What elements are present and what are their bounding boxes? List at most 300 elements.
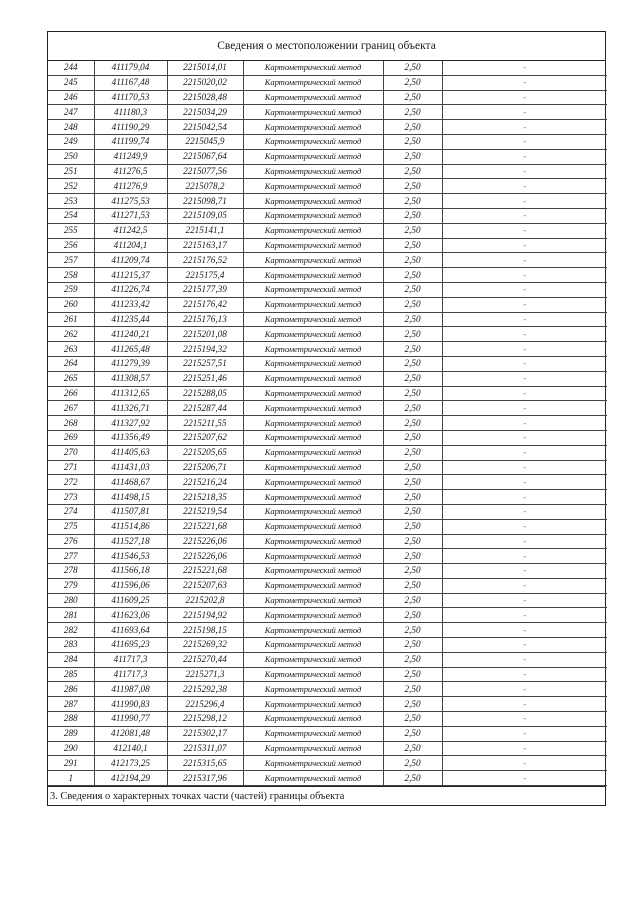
coordinate-y-cell: 2215296,4 — [167, 697, 243, 712]
method-cell: Картометрический метод — [243, 608, 383, 623]
note-cell: - — [442, 578, 607, 593]
point-number-cell: 281 — [48, 608, 94, 623]
note-cell: - — [442, 238, 607, 253]
point-number-cell: 246 — [48, 90, 94, 105]
accuracy-cell: 2,50 — [383, 741, 442, 756]
point-number-cell: 254 — [48, 208, 94, 223]
coordinate-x-cell: 411275,53 — [94, 194, 167, 209]
accuracy-cell: 2,50 — [383, 519, 442, 534]
note-cell: - — [442, 268, 607, 283]
point-number-cell: 283 — [48, 638, 94, 653]
method-cell: Картометрический метод — [243, 208, 383, 223]
method-cell: Картометрический метод — [243, 164, 383, 179]
coordinate-y-cell: 2215175,4 — [167, 268, 243, 283]
coordinate-y-cell: 2215292,38 — [167, 682, 243, 697]
accuracy-cell: 2,50 — [383, 134, 442, 149]
method-cell: Картометрический метод — [243, 771, 383, 786]
coordinate-y-cell: 2215219,54 — [167, 504, 243, 519]
point-number-cell: 244 — [48, 61, 94, 75]
method-cell: Картометрический метод — [243, 430, 383, 445]
coordinate-y-cell: 2215205,65 — [167, 445, 243, 460]
coordinate-y-cell: 2215302,17 — [167, 726, 243, 741]
coordinate-y-cell: 2215176,13 — [167, 312, 243, 327]
note-cell: - — [442, 564, 607, 579]
note-cell: - — [442, 504, 607, 519]
table-row — [48, 401, 607, 416]
accuracy-cell: 2,50 — [383, 208, 442, 223]
point-number-cell: 263 — [48, 342, 94, 357]
table-row — [48, 105, 607, 120]
coordinate-y-cell: 2215194,32 — [167, 342, 243, 357]
accuracy-cell: 2,50 — [383, 608, 442, 623]
table-row — [48, 134, 607, 149]
table-row — [48, 504, 607, 519]
coordinate-y-cell: 2215221,68 — [167, 564, 243, 579]
table-row — [48, 208, 607, 223]
coordinate-x-cell: 411240,21 — [94, 327, 167, 342]
table-row — [48, 238, 607, 253]
note-cell: - — [442, 90, 607, 105]
coordinate-x-cell: 411233,42 — [94, 297, 167, 312]
coordinate-x-cell: 411226,74 — [94, 282, 167, 297]
note-cell: - — [442, 61, 607, 75]
coordinate-y-cell: 2215028,48 — [167, 90, 243, 105]
accuracy-cell: 2,50 — [383, 149, 442, 164]
coordinate-x-cell: 411199,74 — [94, 134, 167, 149]
coordinate-x-cell: 411405,63 — [94, 445, 167, 460]
accuracy-cell: 2,50 — [383, 445, 442, 460]
accuracy-cell: 2,50 — [383, 652, 442, 667]
note-cell: - — [442, 593, 607, 608]
note-cell: - — [442, 608, 607, 623]
accuracy-cell: 2,50 — [383, 504, 442, 519]
accuracy-cell: 2,50 — [383, 105, 442, 120]
note-cell: - — [442, 475, 607, 490]
method-cell: Картометрический метод — [243, 578, 383, 593]
coordinate-y-cell: 2215211,55 — [167, 416, 243, 431]
method-cell: Картометрический метод — [243, 726, 383, 741]
table-row — [48, 149, 607, 164]
coordinate-x-cell: 411215,37 — [94, 268, 167, 283]
method-cell: Картометрический метод — [243, 445, 383, 460]
method-cell: Картометрический метод — [243, 460, 383, 475]
note-cell: - — [442, 712, 607, 727]
coordinate-x-cell: 411209,74 — [94, 253, 167, 268]
coordinate-y-cell: 2215257,51 — [167, 356, 243, 371]
method-cell: Картометрический метод — [243, 564, 383, 579]
method-cell: Картометрический метод — [243, 194, 383, 209]
coordinate-x-cell: 411566,18 — [94, 564, 167, 579]
method-cell: Картометрический метод — [243, 61, 383, 75]
coordinate-x-cell: 411990,77 — [94, 712, 167, 727]
point-number-cell: 252 — [48, 179, 94, 194]
accuracy-cell: 2,50 — [383, 371, 442, 386]
table-row — [48, 697, 607, 712]
method-cell: Картометрический метод — [243, 712, 383, 727]
table-row — [48, 430, 607, 445]
note-cell: - — [442, 682, 607, 697]
point-number-cell: 245 — [48, 75, 94, 90]
next-section-title: 3. Сведения о характерных точках части (частей) границы объекта — [48, 786, 605, 805]
method-cell: Картометрический метод — [243, 149, 383, 164]
accuracy-cell: 2,50 — [383, 120, 442, 135]
method-cell: Картометрический метод — [243, 327, 383, 342]
note-cell: - — [442, 519, 607, 534]
table-row — [48, 312, 607, 327]
method-cell: Картометрический метод — [243, 312, 383, 327]
accuracy-cell: 2,50 — [383, 726, 442, 741]
note-cell: - — [442, 327, 607, 342]
table-row — [48, 490, 607, 505]
note-cell: - — [442, 179, 607, 194]
coordinate-x-cell: 411249,9 — [94, 149, 167, 164]
point-number-cell: 255 — [48, 223, 94, 238]
point-number-cell: 270 — [48, 445, 94, 460]
note-cell: - — [442, 164, 607, 179]
table-row — [48, 549, 607, 564]
table-row — [48, 282, 607, 297]
note-cell: - — [442, 371, 607, 386]
note-cell: - — [442, 756, 607, 771]
method-cell: Картометрический метод — [243, 549, 383, 564]
note-cell: - — [442, 75, 607, 90]
accuracy-cell: 2,50 — [383, 401, 442, 416]
method-cell: Картометрический метод — [243, 667, 383, 682]
point-number-cell: 287 — [48, 697, 94, 712]
method-cell: Картометрический метод — [243, 756, 383, 771]
table-row — [48, 623, 607, 638]
table-row — [48, 475, 607, 490]
coordinate-x-cell: 411623,06 — [94, 608, 167, 623]
table-row — [48, 386, 607, 401]
coordinate-y-cell: 2215207,62 — [167, 430, 243, 445]
method-cell: Картометрический метод — [243, 268, 383, 283]
method-cell: Картометрический метод — [243, 238, 383, 253]
coordinate-x-cell: 411179,04 — [94, 61, 167, 75]
accuracy-cell: 2,50 — [383, 593, 442, 608]
coordinate-x-cell: 411279,39 — [94, 356, 167, 371]
coordinate-x-cell: 411431,03 — [94, 460, 167, 475]
accuracy-cell: 2,50 — [383, 223, 442, 238]
note-cell: - — [442, 223, 607, 238]
table-row — [48, 179, 607, 194]
table-row — [48, 164, 607, 179]
coordinate-x-cell: 411695,23 — [94, 638, 167, 653]
table-row — [48, 356, 607, 371]
method-cell: Картометрический метод — [243, 652, 383, 667]
table-row — [48, 327, 607, 342]
coordinate-y-cell: 2215311,07 — [167, 741, 243, 756]
coordinate-x-cell: 411312,65 — [94, 386, 167, 401]
note-cell: - — [442, 490, 607, 505]
point-number-cell: 288 — [48, 712, 94, 727]
accuracy-cell: 2,50 — [383, 268, 442, 283]
coordinate-x-cell: 411235,44 — [94, 312, 167, 327]
note-cell: - — [442, 771, 607, 786]
method-cell: Картометрический метод — [243, 504, 383, 519]
note-cell: - — [442, 253, 607, 268]
method-cell: Картометрический метод — [243, 297, 383, 312]
note-cell: - — [442, 149, 607, 164]
note-cell: - — [442, 460, 607, 475]
table-row — [48, 371, 607, 386]
table-row — [48, 534, 607, 549]
points-table-body — [48, 61, 607, 786]
coordinate-x-cell: 411717,3 — [94, 652, 167, 667]
table-row — [48, 416, 607, 431]
note-cell: - — [442, 623, 607, 638]
point-number-cell: 291 — [48, 756, 94, 771]
note-cell: - — [442, 726, 607, 741]
note-cell: - — [442, 342, 607, 357]
accuracy-cell: 2,50 — [383, 297, 442, 312]
accuracy-cell: 2,50 — [383, 771, 442, 786]
coordinate-y-cell: 2215269,32 — [167, 638, 243, 653]
table-row — [48, 90, 607, 105]
coordinate-y-cell: 2215077,56 — [167, 164, 243, 179]
accuracy-cell: 2,50 — [383, 667, 442, 682]
coordinate-x-cell: 411204,1 — [94, 238, 167, 253]
accuracy-cell: 2,50 — [383, 756, 442, 771]
note-cell: - — [442, 652, 607, 667]
table-row — [48, 342, 607, 357]
point-number-cell: 256 — [48, 238, 94, 253]
coordinate-y-cell: 2215206,71 — [167, 460, 243, 475]
method-cell: Картометрический метод — [243, 282, 383, 297]
coordinate-x-cell: 412173,25 — [94, 756, 167, 771]
coordinate-y-cell: 2215317,96 — [167, 771, 243, 786]
coordinate-y-cell: 2215078,2 — [167, 179, 243, 194]
table-row — [48, 593, 607, 608]
method-cell: Картометрический метод — [243, 90, 383, 105]
note-cell: - — [442, 430, 607, 445]
point-number-cell: 264 — [48, 356, 94, 371]
coordinate-y-cell: 2215207,63 — [167, 578, 243, 593]
point-number-cell: 279 — [48, 578, 94, 593]
method-cell: Картометрический метод — [243, 342, 383, 357]
method-cell: Картометрический метод — [243, 697, 383, 712]
accuracy-cell: 2,50 — [383, 578, 442, 593]
coordinate-y-cell: 2215271,3 — [167, 667, 243, 682]
point-number-cell: 268 — [48, 416, 94, 431]
method-cell: Картометрический метод — [243, 682, 383, 697]
point-number-cell: 258 — [48, 268, 94, 283]
table-row — [48, 667, 607, 682]
table-row — [48, 75, 607, 90]
coordinate-y-cell: 2215298,12 — [167, 712, 243, 727]
accuracy-cell: 2,50 — [383, 253, 442, 268]
point-number-cell: 282 — [48, 623, 94, 638]
accuracy-cell: 2,50 — [383, 75, 442, 90]
method-cell: Картометрический метод — [243, 401, 383, 416]
point-number-cell: 266 — [48, 386, 94, 401]
accuracy-cell: 2,50 — [383, 194, 442, 209]
coordinate-y-cell: 2215098,71 — [167, 194, 243, 209]
point-number-cell: 260 — [48, 297, 94, 312]
accuracy-cell: 2,50 — [383, 90, 442, 105]
coordinate-x-cell: 411507,81 — [94, 504, 167, 519]
note-cell: - — [442, 741, 607, 756]
coordinate-x-cell: 411596,06 — [94, 578, 167, 593]
note-cell: - — [442, 638, 607, 653]
method-cell: Картометрический метод — [243, 534, 383, 549]
accuracy-cell: 2,50 — [383, 342, 442, 357]
note-cell: - — [442, 534, 607, 549]
coordinate-x-cell: 412140,1 — [94, 741, 167, 756]
method-cell: Картометрический метод — [243, 105, 383, 120]
coordinate-x-cell: 411609,25 — [94, 593, 167, 608]
note-cell: - — [442, 386, 607, 401]
coordinate-x-cell: 412081,48 — [94, 726, 167, 741]
table-row — [48, 652, 607, 667]
coordinate-y-cell: 2215163,17 — [167, 238, 243, 253]
method-cell: Картометрический метод — [243, 623, 383, 638]
table-row — [48, 608, 607, 623]
table-row — [48, 564, 607, 579]
coordinate-x-cell: 411167,48 — [94, 75, 167, 90]
coordinate-y-cell: 2215194,92 — [167, 608, 243, 623]
coordinate-y-cell: 2215288,05 — [167, 386, 243, 401]
method-cell: Картометрический метод — [243, 120, 383, 135]
document-sheet — [47, 31, 606, 806]
table-row — [48, 726, 607, 741]
note-cell: - — [442, 416, 607, 431]
point-number-cell: 276 — [48, 534, 94, 549]
accuracy-cell: 2,50 — [383, 416, 442, 431]
note-cell: - — [442, 194, 607, 209]
table-row — [48, 445, 607, 460]
point-number-cell: 262 — [48, 327, 94, 342]
coordinate-y-cell: 2215045,9 — [167, 134, 243, 149]
table-row — [48, 61, 607, 75]
coordinate-y-cell: 2215201,08 — [167, 327, 243, 342]
coordinate-y-cell: 2215141,1 — [167, 223, 243, 238]
table-row — [48, 297, 607, 312]
coordinate-y-cell: 2215177,39 — [167, 282, 243, 297]
coordinate-y-cell: 2215287,44 — [167, 401, 243, 416]
table-row — [48, 578, 607, 593]
table-row — [48, 120, 607, 135]
table-row — [48, 638, 607, 653]
coordinate-y-cell: 2215020,02 — [167, 75, 243, 90]
accuracy-cell: 2,50 — [383, 564, 442, 579]
method-cell: Картометрический метод — [243, 179, 383, 194]
coordinate-y-cell: 2215226,06 — [167, 549, 243, 564]
table-row — [48, 194, 607, 209]
coordinate-x-cell: 411546,53 — [94, 549, 167, 564]
table-row — [48, 712, 607, 727]
coordinate-x-cell: 411514,86 — [94, 519, 167, 534]
coordinate-y-cell: 2215109,05 — [167, 208, 243, 223]
method-cell: Картометрический метод — [243, 371, 383, 386]
point-number-cell: 274 — [48, 504, 94, 519]
accuracy-cell: 2,50 — [383, 386, 442, 401]
section-title: Сведения о местоположении границ объекта — [48, 32, 605, 61]
coordinate-y-cell: 2215198,15 — [167, 623, 243, 638]
note-cell: - — [442, 356, 607, 371]
accuracy-cell: 2,50 — [383, 712, 442, 727]
coordinate-x-cell: 411987,08 — [94, 682, 167, 697]
coordinate-x-cell: 411356,49 — [94, 430, 167, 445]
accuracy-cell: 2,50 — [383, 430, 442, 445]
coordinate-x-cell: 411990,83 — [94, 697, 167, 712]
coordinate-x-cell: 412194,29 — [94, 771, 167, 786]
coordinate-y-cell: 2215176,42 — [167, 297, 243, 312]
table-row — [48, 268, 607, 283]
method-cell: Картометрический метод — [243, 741, 383, 756]
table-row — [48, 771, 607, 786]
note-cell: - — [442, 667, 607, 682]
method-cell: Картометрический метод — [243, 223, 383, 238]
table-row — [48, 253, 607, 268]
coordinate-y-cell: 2215034,29 — [167, 105, 243, 120]
method-cell: Картометрический метод — [243, 593, 383, 608]
coordinate-x-cell: 411326,71 — [94, 401, 167, 416]
accuracy-cell: 2,50 — [383, 549, 442, 564]
point-number-cell: 253 — [48, 194, 94, 209]
coordinate-x-cell: 411468,67 — [94, 475, 167, 490]
point-number-cell: 267 — [48, 401, 94, 416]
note-cell: - — [442, 549, 607, 564]
method-cell: Картометрический метод — [243, 490, 383, 505]
coordinate-x-cell: 411498,15 — [94, 490, 167, 505]
coordinate-y-cell: 2215315,65 — [167, 756, 243, 771]
coordinate-y-cell: 2215221,68 — [167, 519, 243, 534]
coordinate-x-cell: 411327,92 — [94, 416, 167, 431]
point-number-cell: 275 — [48, 519, 94, 534]
coordinate-y-cell: 2215014,01 — [167, 61, 243, 75]
note-cell: - — [442, 105, 607, 120]
accuracy-cell: 2,50 — [383, 697, 442, 712]
coordinate-x-cell: 411242,5 — [94, 223, 167, 238]
coordinate-x-cell: 411276,5 — [94, 164, 167, 179]
method-cell: Картометрический метод — [243, 416, 383, 431]
coordinate-x-cell: 411271,53 — [94, 208, 167, 223]
method-cell: Картометрический метод — [243, 75, 383, 90]
coordinate-x-cell: 411717,3 — [94, 667, 167, 682]
accuracy-cell: 2,50 — [383, 238, 442, 253]
point-number-cell: 286 — [48, 682, 94, 697]
point-number-cell: 273 — [48, 490, 94, 505]
accuracy-cell: 2,50 — [383, 638, 442, 653]
coordinate-y-cell: 2215176,52 — [167, 253, 243, 268]
accuracy-cell: 2,50 — [383, 164, 442, 179]
note-cell: - — [442, 445, 607, 460]
table-row — [48, 741, 607, 756]
accuracy-cell: 2,50 — [383, 282, 442, 297]
method-cell: Картометрический метод — [243, 519, 383, 534]
coordinate-x-cell: 411308,57 — [94, 371, 167, 386]
accuracy-cell: 2,50 — [383, 179, 442, 194]
boundary-points-table — [48, 61, 607, 786]
point-number-cell: 257 — [48, 253, 94, 268]
point-number-cell: 277 — [48, 549, 94, 564]
table-row — [48, 519, 607, 534]
accuracy-cell: 2,50 — [383, 623, 442, 638]
accuracy-cell: 2,50 — [383, 327, 442, 342]
point-number-cell: 259 — [48, 282, 94, 297]
method-cell: Картометрический метод — [243, 356, 383, 371]
coordinate-y-cell: 2215218,35 — [167, 490, 243, 505]
accuracy-cell: 2,50 — [383, 490, 442, 505]
coordinate-y-cell: 2215216,24 — [167, 475, 243, 490]
coordinate-x-cell: 411190,29 — [94, 120, 167, 135]
point-number-cell: 289 — [48, 726, 94, 741]
point-number-cell: 247 — [48, 105, 94, 120]
point-number-cell: 261 — [48, 312, 94, 327]
note-cell: - — [442, 312, 607, 327]
accuracy-cell: 2,50 — [383, 460, 442, 475]
